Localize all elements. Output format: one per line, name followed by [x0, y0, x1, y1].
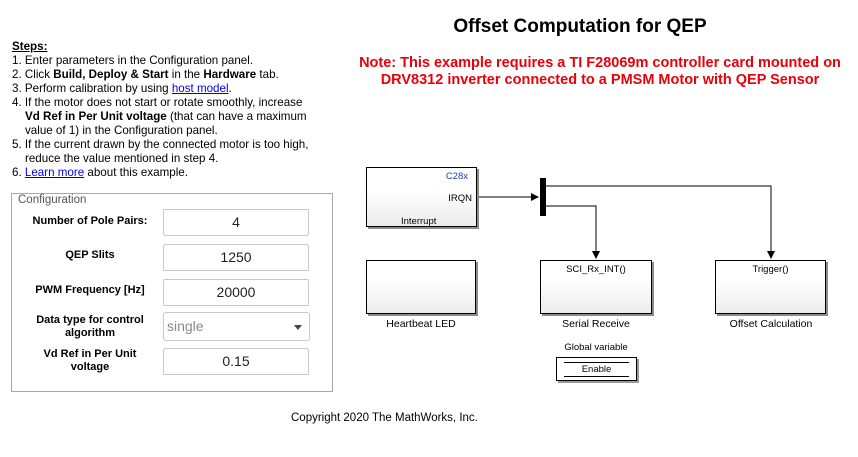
heartbeat-led-label: Heartbeat LED: [386, 318, 456, 330]
step-2: 2. Click Build, Deploy & Start in the Hardware tab.: [12, 68, 279, 81]
learn-more-link[interactable]: Learn more: [24, 166, 85, 179]
interrupt-block[interactable]: [366, 167, 477, 227]
demux-bar: [540, 178, 546, 216]
step-3: 3. Perform calibration by using host model.: [12, 82, 232, 95]
heartbeat-led-block[interactable]: [366, 260, 476, 314]
serial-trigger-line: [546, 206, 596, 258]
step-5-cont: reduce the value mentioned in step 4.: [25, 152, 219, 165]
qep-slits-label: QEP Slits: [65, 249, 115, 261]
serial-receive-label: Serial Receive: [562, 318, 630, 330]
offset-trigger-port: Trigger(): [752, 264, 789, 275]
enable-global-block[interactable]: [556, 357, 637, 381]
configuration-legend: Configuration: [18, 194, 87, 206]
offset-calculation-block[interactable]: [715, 260, 826, 314]
offset-trigger-line: [546, 186, 771, 258]
pole-pairs-input[interactable]: 4: [163, 209, 309, 236]
step-5: 5. If the current drawn by the connected motor is too high,: [12, 138, 309, 151]
interrupt-c28x-tag: C28x: [445, 171, 468, 182]
vd-ref-input[interactable]: 0.15: [163, 348, 309, 375]
data-type-value: single: [167, 318, 204, 334]
pwm-frequency-input[interactable]: 20000: [163, 279, 309, 306]
step-4: 4. If the motor does not start or rotate smoothly, increase: [12, 96, 303, 109]
pwm-frequency-label: PWM Frequency [Hz]: [35, 284, 145, 296]
note-line-2: DRV8312 inverter connected to a PMSM Motor with QEP Sensor: [380, 72, 820, 88]
enable-label: Enable: [581, 364, 612, 375]
page-title: Offset Computation for QEP: [453, 16, 707, 37]
step-4-cont: Vd Ref in Per Unit voltage (that can have a maximum: [25, 110, 307, 123]
vd-ref-label: Vd Ref in Per Unit voltage: [43, 348, 137, 373]
host-model-link[interactable]: host model: [171, 82, 229, 95]
steps-heading: Steps:: [12, 40, 48, 53]
step-6: 6. Learn more about this example.: [12, 166, 188, 179]
offset-calculation-label: Offset Calculation: [729, 318, 813, 330]
serial-receive-port: SCI_Rx_INT(): [566, 264, 626, 275]
pole-pairs-label: Number of Pole Pairs:: [32, 215, 148, 227]
data-type-label: Data type for control algorithm: [36, 314, 144, 339]
interrupt-block-name: Interrupt: [401, 216, 437, 227]
step-1: 1. Enter parameters in the Configuration panel.: [12, 54, 254, 67]
interrupt-irqn-port: IRQN: [448, 193, 472, 204]
global-variable-label: Global variable: [564, 342, 628, 353]
serial-receive-block[interactable]: [540, 260, 652, 314]
copyright-text: Copyright 2020 The MathWorks, Inc.: [291, 412, 478, 424]
step-4-cont-2: value of 1) in the Configuration panel.: [25, 124, 218, 137]
qep-slits-input[interactable]: 1250: [163, 244, 309, 271]
note-line-1: Note: This example requires a TI F28069m controller card mounted on: [359, 55, 841, 71]
